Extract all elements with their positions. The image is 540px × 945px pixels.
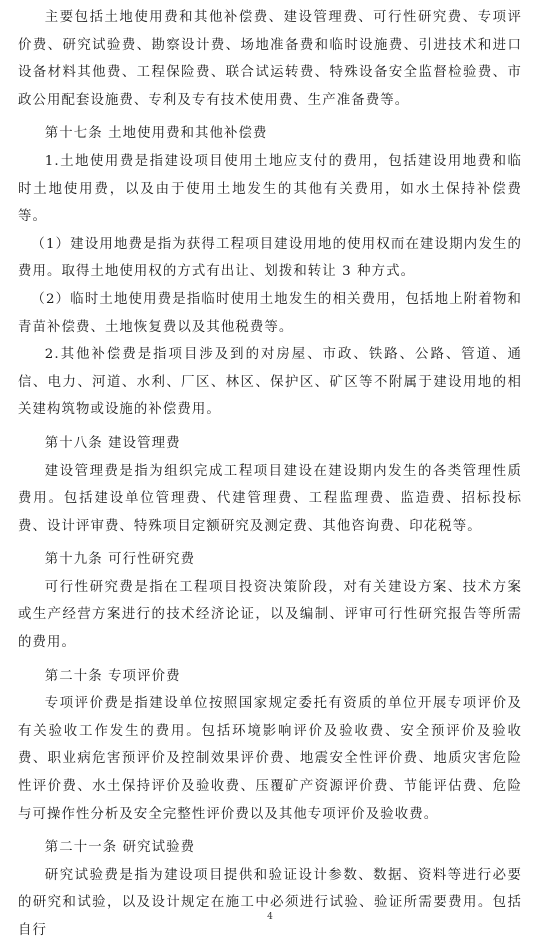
body-paragraph: 专项评价费是指建设单位按照国家规定委托有资质的单位开展专项评价及有关验收工作发生的费用。包括环境影响评价及验收费、安全预评价及验收费、职业病危害预评价及控制效果评价费、地震安全性评价费、地质灾害危险性评价费、水土保持评价及验收费、压覆矿产资源评价费、节能评估费、危险与可操作性分析及安全完整性评价费以及其他专项评价及验收费。 xyxy=(18,696,522,822)
body-paragraph: 2.其他补偿费是指项目涉及到的对房屋、市政、铁路、公路、管道、通信、电力、河道、水利、厂区、林区、保护区、矿区等不附属于建设用地的相关建构筑物或设施的补偿费用。 xyxy=(18,347,522,418)
body-paragraph: 可行性研究费是指在工程项目投资决策阶段，对有关建设方案、技术方案或生产经营方案进行的技术经济论证，以及编制、评审可行性研究报告等所需的费用。 xyxy=(18,579,522,651)
article-heading: 第二十一条 研究试验费 xyxy=(44,840,196,856)
body-paragraph: （2）临时土地使用费是指临时使用土地发生的相关费用，包括地上附着物和青苗补偿费、土地恢复费以及其他税费等。 xyxy=(18,291,522,335)
document-body xyxy=(18,4,522,945)
article-heading: 第十七条 土地使用费和其他补偿费 xyxy=(44,126,268,142)
body-paragraph: 研究试验费是指为建设项目提供和验证设计参数、数据、资料等进行必要的研究和试验，以及设计规定在施工中必须进行试验、验证所需要费用。包括自行 xyxy=(18,867,522,938)
body-paragraph: 建设管理费是指为组织完成工程项目建设在建设期内发生的各类管理性质费用。包括建设单位管理费、代建管理费、工程监理费、监造费、招标投标费、设计评审费、特殊项目定额研究及测定费、其他咨询费、印花税等。 xyxy=(18,463,522,534)
body-paragraph: 1.土地使用费是指建设项目使用土地应支付的费用，包括建设用地费和临时土地使用费，以及由于使用土地发生的其他有关费用，如水土保持补偿费等。 xyxy=(18,153,522,225)
body-paragraph: （1）建设用地费是指为获得工程项目建设用地的使用权而在建设期内发生的费用。取得土地使用权的方式有出让、划拨和转让 3 种方式。 xyxy=(18,236,522,280)
article-heading: 第二十条 专项评价费 xyxy=(44,668,181,684)
article-heading: 第十八条 建设管理费 xyxy=(44,435,181,451)
body-paragraph: 主要包括土地使用费和其他补偿费、建设管理费、可行性研究费、专项评价费、研究试验费、勘察设计费、场地准备费和临时设施费、引进技术和进口设备材料其他费、工程保险费、联合试运转费、特殊设备安全监督检验费、市政公用配套设施费、专利及专有技术使用费、生产准备费等。 xyxy=(18,10,522,108)
page-number: 4 xyxy=(267,912,273,922)
article-heading: 第十九条 可行性研究费 xyxy=(44,552,196,568)
